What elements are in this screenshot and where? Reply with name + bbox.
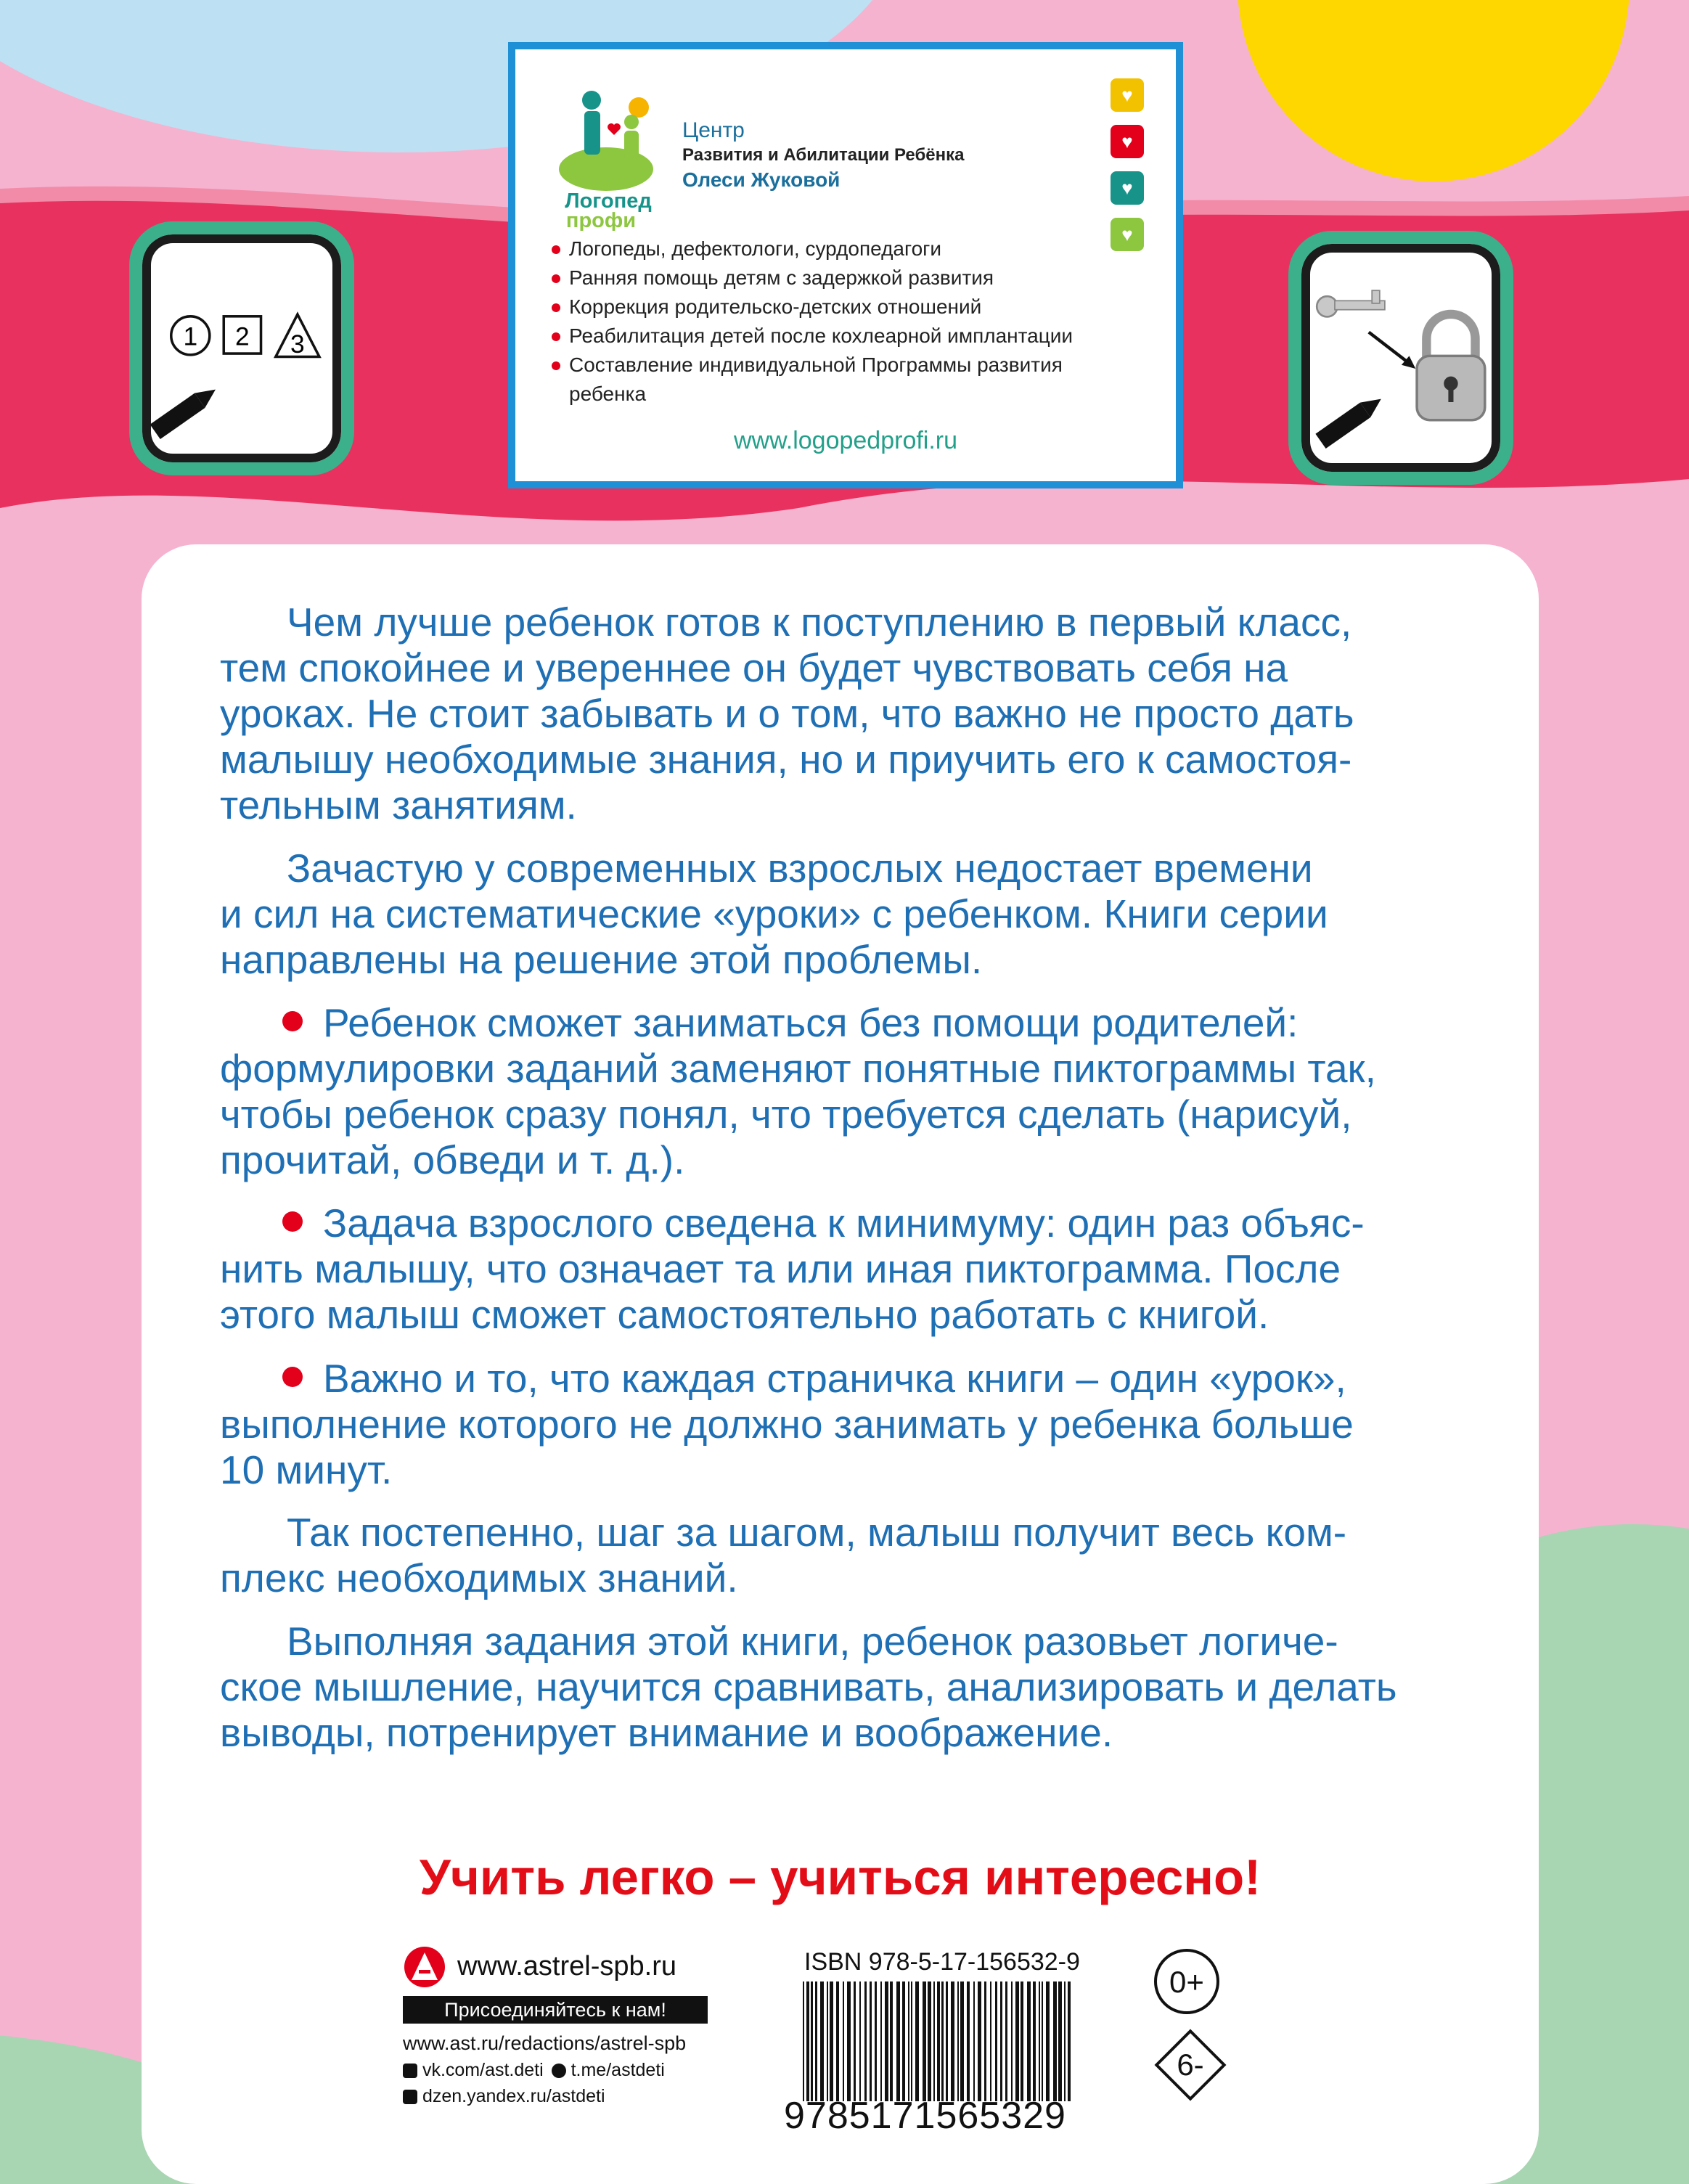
service-item: Логопеды, дефектологи, сурдопедагоги	[552, 234, 1073, 263]
service-item-continuation: ребенка	[569, 383, 647, 405]
line: Задача взрослого сведена к минимуму: один раз объяс-	[220, 1201, 1447, 1246]
barcode-bar	[830, 1981, 833, 2101]
heart-badges	[1111, 78, 1147, 264]
barcode-bar	[990, 1981, 991, 2101]
barcode-digits: 9785171565329	[784, 2095, 1066, 2137]
heart-badge-red	[1111, 125, 1144, 158]
label-1: 1	[183, 322, 198, 351]
key-icon	[1317, 290, 1385, 316]
barcode-bar	[1068, 1981, 1071, 2101]
barcode-bar	[915, 1981, 919, 2101]
barcode-bar	[1046, 1981, 1050, 2101]
line: формулировки заданий заменяют понятные пиктограммы так,	[220, 1046, 1376, 1091]
line: Выполняя задания этой книги, ребенок разовьет логиче-	[287, 1619, 1338, 1664]
barcode-bar	[836, 1981, 839, 2101]
line: тельным занятиям.	[220, 782, 577, 827]
barcode-bar	[820, 1981, 824, 2101]
barcode-bar	[843, 1981, 844, 2101]
dzen-link[interactable]: dzen.yandex.ru/astdeti	[422, 2086, 605, 2106]
barcode-bar	[1058, 1981, 1062, 2101]
barcode-bar	[1033, 1981, 1036, 2101]
label-2: 2	[235, 322, 250, 351]
dzen-row	[403, 2086, 605, 2107]
numbers-shapes-pictogram	[142, 234, 341, 462]
line: Чем лучше ребенок готов к поступлению в первый класс,	[287, 600, 1352, 645]
barcode-bar	[1053, 1981, 1057, 2101]
pencil-icon	[150, 382, 221, 439]
ast-redactions-link[interactable]: www.ast.ru/redactions/astrel-spb	[403, 2032, 687, 2054]
logo-line-1: Логопед	[565, 189, 652, 213]
barcode-bar	[951, 1981, 954, 2101]
vk-link[interactable]: vk.com/ast.deti	[422, 2060, 544, 2080]
barcode-bar	[1039, 1981, 1040, 2101]
barcode-bar	[870, 1981, 872, 2101]
barcode-bar	[811, 1981, 813, 2101]
line: плекс необходимых знаний.	[220, 1555, 738, 1600]
barcode-bar	[960, 1981, 964, 2101]
barcode-bar	[864, 1981, 867, 2101]
pictogram-card-numbers	[129, 221, 354, 475]
barcode-bar	[880, 1981, 882, 2101]
age-mark-text: 6-	[1177, 2048, 1204, 2082]
heart-icon	[608, 123, 621, 135]
center-title	[682, 118, 964, 192]
line: этого малыш сможет самостоятельно работать с книгой.	[220, 1292, 1269, 1337]
line: чтобы ребенок сразу понял, что требуется сделать (нарисуй,	[220, 1092, 1352, 1137]
line: направлены на решение этой проблемы.	[220, 937, 983, 982]
center-title-line-1: Центр	[682, 118, 745, 142]
paragraph-2	[220, 846, 1447, 983]
heart-badge-teal	[1111, 171, 1144, 205]
line: 10 минут.	[220, 1447, 393, 1492]
line: малышу необходимые знания, но и приучить его к самостоя-	[220, 737, 1352, 782]
barcode-bar	[827, 1981, 828, 2101]
age-rating-badge: 0+	[1154, 1949, 1219, 2014]
social-links-row	[403, 2060, 665, 2081]
barcode-bar	[875, 1981, 877, 2101]
dzen-icon	[403, 2090, 417, 2104]
barcode-bar	[806, 1981, 809, 2101]
barcode-bar	[1015, 1981, 1019, 2101]
service-item: Коррекция родительско-детских отношений	[552, 293, 1073, 322]
barcode-bar	[854, 1981, 856, 2101]
service-item: Ранняя помощь детям с задержкой развития	[552, 263, 1073, 293]
paragraph-1	[220, 600, 1447, 828]
barcode-bar	[908, 1981, 909, 2101]
barcode-bar	[1011, 1981, 1013, 2101]
barcode-bar	[902, 1981, 905, 2101]
line: Так постепенно, шаг за шагом, малыш получит весь ком-	[287, 1510, 1347, 1555]
logoped-website-link[interactable]: www.logopedprofi.ru	[733, 427, 958, 454]
sun-icon	[629, 97, 649, 118]
line: тем спокойнее и увереннее он будет чувствовать себя на	[220, 645, 1288, 690]
logo-line-2: профи	[565, 209, 637, 231]
barcode-bar	[911, 1981, 912, 2101]
bullet-dot	[282, 1367, 303, 1387]
telegram-link[interactable]: t.me/astdeti	[571, 2060, 665, 2080]
line: и сил на систематические «уроки» с ребенком. Книги серии	[220, 891, 1328, 936]
key-lock-pictogram	[1301, 244, 1500, 472]
center-title-line-3: Олеси Жуковой	[682, 168, 841, 191]
publisher-website-link[interactable]: www.astrel-spb.ru	[457, 1951, 676, 1981]
barcode-bar	[1027, 1981, 1031, 2101]
line: выполнение которого не должно занимать у ребенка больше	[220, 1402, 1354, 1447]
logoped-ad-card	[508, 42, 1183, 488]
barcode-bar	[946, 1981, 948, 2101]
heart-badge-green	[1111, 218, 1144, 251]
barcode-bar	[984, 1981, 986, 2101]
barcode-bar	[815, 1981, 817, 2101]
barcode-bar	[967, 1981, 970, 2101]
barcode-bar	[928, 1981, 931, 2101]
barcode-bar	[896, 1981, 900, 2101]
padlock-icon	[1417, 314, 1485, 420]
barcode-bar	[859, 1981, 861, 2101]
line: Ребенок сможет заниматься без помощи родителей:	[220, 1000, 1447, 1046]
vk-icon	[403, 2064, 417, 2078]
line: выводы, потренирует внимание и воображение.	[220, 1710, 1113, 1755]
bullet-dot	[282, 1011, 303, 1031]
barcode-bar	[847, 1981, 851, 2101]
label-3: 3	[290, 330, 305, 359]
isbn-text: ISBN 978-5-17-156532-9	[804, 1948, 1080, 1976]
description-panel	[142, 544, 1539, 2184]
line: уроках. Не стоит забывать и о том, что важно не просто дать	[220, 691, 1354, 736]
slogan: Учить легко – учиться интересно!	[419, 1849, 1261, 1905]
bullet-dot	[282, 1211, 303, 1232]
line: прочитай, обведи и т. д.).	[220, 1137, 685, 1182]
age-mark-badge	[1154, 2029, 1227, 2101]
barcode-bar	[937, 1981, 940, 2101]
service-item: Реабилитация детей после кохлеарной имплантации	[552, 322, 1073, 351]
barcode-bar	[1021, 1981, 1023, 2101]
logoped-profi-logo	[552, 78, 668, 231]
heart-icon: ♥	[1121, 84, 1133, 106]
heart-icon: ♥	[1121, 224, 1133, 245]
line: ское мышление, научится сравнивать, анализировать и делать	[220, 1664, 1397, 1709]
line: Важно и то, что каждая страничка книги – один «урок»,	[220, 1356, 1447, 1402]
barcode-bar	[1000, 1981, 1002, 2101]
barcode-bar	[978, 1981, 981, 2101]
paragraph-4	[220, 1201, 1447, 1338]
barcode-bar	[1064, 1981, 1066, 2101]
barcode-bar	[803, 1981, 804, 2101]
barcode-bar	[923, 1981, 926, 2101]
telegram-icon	[552, 2064, 566, 2078]
pencil-icon	[1315, 391, 1386, 449]
join-us-banner: Присоединяйтесь к нам!	[403, 1996, 708, 2024]
barcode-bar	[933, 1981, 935, 2101]
pictogram-card-key-lock	[1288, 231, 1513, 485]
barcode-bar	[941, 1981, 944, 2101]
publisher-logo-icon	[403, 1945, 446, 1989]
barcode-bar	[973, 1981, 975, 2101]
barcode-bar	[995, 1981, 997, 2101]
line: Зачастую у современных взрослых недостает времени	[287, 846, 1313, 891]
barcode-bar	[885, 1981, 888, 2101]
barcode	[798, 1981, 1074, 2101]
heart-badge-yellow	[1111, 78, 1144, 112]
arrow-icon	[1369, 332, 1416, 369]
paragraph-3	[220, 1000, 1447, 1183]
barcode-bar	[957, 1981, 959, 2101]
paragraph-5	[220, 1356, 1447, 1493]
center-title-line-2: Развития и Абилитации Ребёнка	[682, 145, 965, 165]
barcode-bar	[1042, 1981, 1043, 2101]
service-item: Составление индивидуальной Программы развития	[552, 351, 1073, 380]
heart-icon: ♥	[1121, 177, 1133, 199]
services-list	[552, 234, 1073, 409]
paragraph-7	[220, 1619, 1447, 1756]
line: нить малышу, что означает та или иная пиктограмма. После	[220, 1246, 1341, 1291]
heart-icon: ♥	[1121, 131, 1133, 152]
barcode-bar	[1005, 1981, 1007, 2101]
barcode-bar	[890, 1981, 893, 2101]
paragraph-6	[220, 1510, 1447, 1601]
